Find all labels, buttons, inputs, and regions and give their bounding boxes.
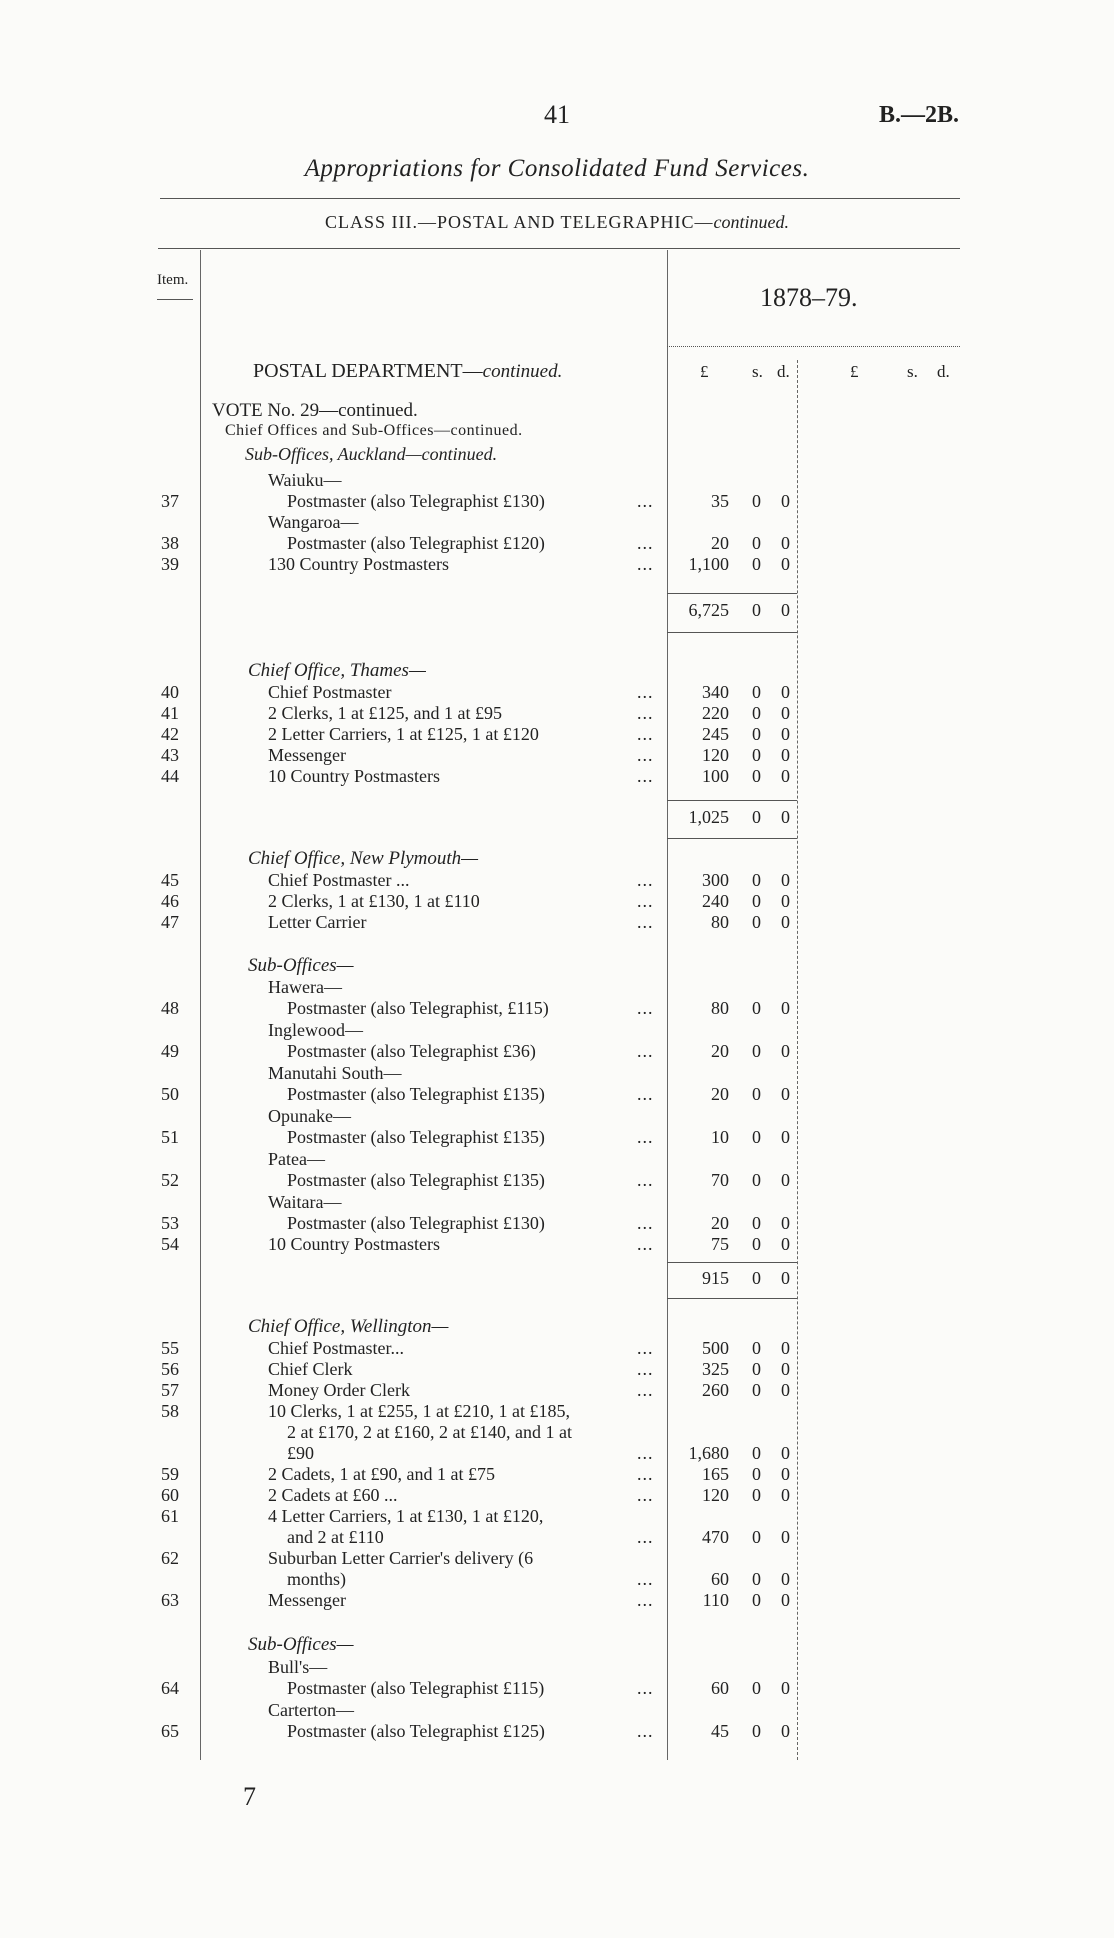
amount-shillings: 0 [752, 912, 761, 932]
amount-pounds: 35 [711, 491, 729, 511]
table-row [0, 1485, 1114, 1507]
suboffices-heading: Sub-Offices, Auckland—continued. [245, 444, 498, 464]
total-shillings: 0 [752, 1268, 761, 1288]
item-number: 65 [161, 1721, 179, 1741]
page-title: Appropriations for Consolidated Fund Services. [304, 155, 810, 182]
item-number: 47 [161, 912, 179, 932]
amount-pounds: 165 [702, 1464, 729, 1484]
amount-shillings: 0 [752, 1464, 761, 1484]
amount-shillings: 0 [752, 1678, 761, 1698]
table-row [0, 1401, 1114, 1423]
amount-pence: 0 [781, 1721, 790, 1741]
item-description: Postmaster (also Telegraphist £125) [287, 1721, 545, 1741]
table-row [0, 470, 1114, 492]
amount-pence: 0 [781, 912, 790, 932]
table-row [0, 1700, 1114, 1722]
table-row [0, 766, 1114, 788]
table-row [0, 1041, 1114, 1063]
table-row [0, 1063, 1114, 1085]
amount-pence: 0 [781, 491, 790, 511]
pence-column-header: d. [777, 362, 790, 381]
table-row [0, 998, 1114, 1020]
total-pence: 0 [781, 600, 790, 620]
total-shillings: 0 [752, 807, 761, 827]
total-rule [667, 838, 797, 839]
page-number: 41 [544, 100, 570, 129]
item-description: Hawera— [268, 977, 342, 997]
shillings-column-header: s. [752, 362, 763, 381]
amount-pence: 0 [781, 724, 790, 744]
amount-shillings: 0 [752, 1234, 761, 1254]
amount-shillings: 0 [752, 1338, 761, 1358]
amount-pence: 0 [781, 998, 790, 1018]
item-description: Postmaster (also Telegraphist, £115) [287, 998, 549, 1018]
section-heading: Chief Office, Wellington— [248, 1316, 449, 1337]
table-row [0, 491, 1114, 513]
item-description: Postmaster (also Telegraphist £135) [287, 1170, 545, 1190]
item-number: 48 [161, 998, 179, 1018]
amount-pence: 0 [781, 1084, 790, 1104]
table-row [0, 1590, 1114, 1612]
amount-pounds: 60 [711, 1569, 729, 1589]
item-description: Postmaster (also Telegraphist £135) [287, 1127, 545, 1147]
table-row [0, 1170, 1114, 1192]
amount-pence: 0 [781, 1359, 790, 1379]
item-number: 63 [161, 1590, 179, 1610]
amount-pounds: 470 [702, 1527, 729, 1547]
table-row [0, 1527, 1114, 1549]
year-heading: 1878–79. [760, 283, 858, 312]
amount-pounds: 100 [702, 766, 729, 786]
year-underline [667, 346, 960, 347]
amount-shillings: 0 [752, 533, 761, 553]
amount-pounds: 120 [702, 745, 729, 765]
leader-dots: ... [637, 1569, 654, 1589]
table-row [0, 1192, 1114, 1214]
item-description: Bull's— [268, 1657, 328, 1677]
item-description: 130 Country Postmasters [268, 554, 450, 574]
total-rule [667, 632, 797, 633]
table-row [0, 1657, 1114, 1679]
leader-dots: ... [637, 1464, 654, 1484]
amount-pounds: 110 [702, 1590, 729, 1610]
signature-mark: 7 [243, 1782, 256, 1811]
leader-dots: ... [637, 1678, 654, 1698]
total-rule [667, 800, 797, 801]
item-description: Waiuku— [268, 470, 342, 490]
amount-pounds: 20 [711, 1213, 729, 1233]
total-rule [667, 593, 797, 594]
amount-shillings: 0 [752, 998, 761, 1018]
item-number: 40 [161, 682, 179, 702]
item-description: £90 [287, 1443, 314, 1463]
amount-pounds: 325 [702, 1359, 729, 1379]
table-row [0, 533, 1114, 555]
table-row [0, 891, 1114, 913]
table-row [0, 1149, 1114, 1171]
item-description: 10 Country Postmasters [268, 766, 441, 786]
class-heading-text: CLASS III.—POSTAL AND TELEGRAPHIC— [324, 212, 714, 232]
leader-dots: ... [637, 1590, 654, 1610]
amount-pounds: 340 [702, 682, 729, 702]
item-description: Wangaroa— [268, 512, 359, 532]
table-row [0, 1106, 1114, 1128]
amount-shillings: 0 [752, 491, 761, 511]
amount-shillings: 0 [752, 1527, 761, 1547]
amount-shillings: 0 [752, 891, 761, 911]
offices-heading: Chief Offices and Sub-Offices—continued. [225, 422, 523, 439]
item-description: 2 Clerks, 1 at £125, and 1 at £95 [268, 703, 502, 723]
leader-dots: ... [637, 1127, 654, 1147]
total-shillings: 0 [752, 600, 761, 620]
table-row [0, 870, 1114, 892]
amount-pence: 0 [781, 1338, 790, 1358]
amount-pence: 0 [781, 745, 790, 765]
item-description: Suburban Letter Carrier's delivery (6 [268, 1548, 534, 1568]
amount-pence: 0 [781, 1170, 790, 1190]
table-row [0, 1084, 1114, 1106]
amount-pounds: 60 [711, 1678, 729, 1698]
leader-dots: ... [637, 998, 654, 1018]
amount-pounds: 75 [711, 1234, 729, 1254]
section-heading: Sub-Offices— [248, 955, 354, 976]
item-number: 43 [161, 745, 179, 765]
table-row [0, 1569, 1114, 1591]
item-number: 53 [161, 1213, 179, 1233]
leader-dots: ... [637, 1170, 654, 1190]
item-description: Patea— [268, 1149, 325, 1169]
amount-pence: 0 [781, 891, 790, 911]
leader-dots: ... [637, 1443, 654, 1463]
amount-shillings: 0 [752, 1213, 761, 1233]
item-number: 57 [161, 1380, 179, 1400]
amount-shillings: 0 [752, 1485, 761, 1505]
leader-dots: ... [637, 1338, 654, 1358]
leader-dots: ... [637, 870, 654, 890]
table-row [0, 1338, 1114, 1360]
total-pounds: 1,025 [688, 807, 729, 827]
item-description: 2 Letter Carriers, 1 at £125, 1 at £120 [268, 724, 539, 744]
amount-pence: 0 [781, 766, 790, 786]
leader-dots: ... [637, 1527, 654, 1547]
amount-pounds: 20 [711, 533, 729, 553]
item-description: Postmaster (also Telegraphist £36) [287, 1041, 536, 1061]
item-description: Letter Carrier [268, 912, 367, 932]
item-number: 42 [161, 724, 179, 744]
item-description: Postmaster (also Telegraphist £115) [287, 1678, 545, 1698]
amount-pence: 0 [781, 703, 790, 723]
amount-shillings: 0 [752, 724, 761, 744]
item-column-header: Item. [157, 272, 189, 288]
item-description: Money Order Clerk [268, 1380, 410, 1400]
amount-pence: 0 [781, 870, 790, 890]
amount-pence: 0 [781, 533, 790, 553]
leader-dots: ... [637, 1359, 654, 1379]
amount-pounds: 80 [711, 912, 729, 932]
section-heading: Chief Office, New Plymouth— [248, 848, 479, 869]
item-description: Chief Postmaster... [268, 1338, 404, 1358]
item-number: 54 [161, 1234, 179, 1254]
amount-shillings: 0 [752, 703, 761, 723]
table-row [0, 1678, 1114, 1700]
amount-pounds: 500 [702, 1338, 729, 1358]
table-row [0, 1020, 1114, 1042]
item-description: Chief Clerk [268, 1359, 353, 1379]
amount-pence: 0 [781, 1569, 790, 1589]
table-row [0, 682, 1114, 704]
item-description: Postmaster (also Telegraphist £135) [287, 1084, 545, 1104]
amount-pence: 0 [781, 682, 790, 702]
leader-dots: ... [637, 912, 654, 932]
amount-pounds: 1,100 [688, 554, 729, 574]
document-reference: B.—2B. [878, 102, 959, 128]
table-row [0, 554, 1114, 576]
item-description: Waitara— [268, 1192, 342, 1212]
table-row [0, 512, 1114, 534]
item-number: 38 [161, 533, 179, 553]
item-description: Postmaster (also Telegraphist £120) [287, 533, 545, 553]
item-description: months) [287, 1569, 347, 1589]
item-number: 41 [161, 703, 179, 723]
item-number: 56 [161, 1359, 179, 1379]
amount-shillings: 0 [752, 745, 761, 765]
amount-shillings: 0 [752, 1443, 761, 1463]
item-description: Inglewood— [268, 1020, 363, 1040]
total-pounds: 6,725 [688, 600, 729, 620]
class-heading-suffix: continued. [713, 212, 790, 232]
leader-dots: ... [637, 1041, 654, 1061]
item-description: 2 at £170, 2 at £160, 2 at £140, and 1 at [287, 1422, 572, 1442]
table-row [0, 1422, 1114, 1444]
total-pounds: 915 [702, 1268, 729, 1288]
amount-pence: 0 [781, 1041, 790, 1061]
total-rule [667, 1298, 797, 1299]
table-row [0, 1506, 1114, 1528]
amount-pounds: 240 [702, 891, 729, 911]
item-number: 46 [161, 891, 179, 911]
amount-pence: 0 [781, 1127, 790, 1147]
item-description: 2 Cadets at £60 ... [268, 1485, 398, 1505]
item-number: 44 [161, 766, 179, 786]
item-description: 2 Cadets, 1 at £90, and 1 at £75 [268, 1464, 495, 1484]
table-row [0, 1443, 1114, 1465]
item-number: 55 [161, 1338, 179, 1358]
item-number: 59 [161, 1464, 179, 1484]
leader-dots: ... [637, 1721, 654, 1741]
leader-dots: ... [637, 1485, 654, 1505]
leader-dots: ... [637, 1234, 654, 1254]
table-row [0, 1721, 1114, 1743]
amount-shillings: 0 [752, 1359, 761, 1379]
item-number: 60 [161, 1485, 179, 1505]
leader-dots: ... [637, 1380, 654, 1400]
item-number: 39 [161, 554, 179, 574]
leader-dots: ... [637, 491, 654, 511]
item-number: 45 [161, 870, 179, 890]
item-description: and 2 at £110 [287, 1527, 384, 1547]
item-number: 49 [161, 1041, 179, 1061]
leader-dots: ... [637, 703, 654, 723]
section-heading: Chief Office, Thames— [248, 660, 426, 681]
amount-pounds: 260 [702, 1380, 729, 1400]
item-description: Carterton— [268, 1700, 354, 1720]
amount-pounds: 220 [702, 703, 729, 723]
department-heading-suffix: continued. [482, 361, 563, 382]
section-heading: Sub-Offices— [248, 1634, 354, 1655]
leader-dots: ... [637, 682, 654, 702]
total-pence: 0 [781, 1268, 790, 1288]
leader-dots: ... [637, 745, 654, 765]
table-row [0, 724, 1114, 746]
amount-pence: 0 [781, 554, 790, 574]
item-description: 2 Clerks, 1 at £130, 1 at £110 [268, 891, 480, 911]
item-description: Manutahi South— [268, 1063, 402, 1083]
item-description: Postmaster (also Telegraphist £130) [287, 1213, 545, 1233]
table-row [0, 1464, 1114, 1486]
item-number: 61 [161, 1506, 179, 1526]
amount-pence: 0 [781, 1213, 790, 1233]
item-number: 37 [161, 491, 179, 511]
shillings-column-header-2: s. [907, 362, 918, 381]
table-row [0, 1548, 1114, 1570]
table-row [0, 912, 1114, 934]
pounds-column-header: £ [700, 362, 709, 381]
amount-shillings: 0 [752, 1380, 761, 1400]
leader-dots: ... [637, 1213, 654, 1233]
amount-pounds: 20 [711, 1084, 729, 1104]
table-top-rule [158, 248, 960, 249]
item-description: 10 Country Postmasters [268, 1234, 441, 1254]
amount-pence: 0 [781, 1485, 790, 1505]
leader-dots: ... [637, 554, 654, 574]
amount-pounds: 10 [711, 1127, 729, 1147]
item-number: 62 [161, 1548, 179, 1568]
item-number: 64 [161, 1678, 179, 1698]
amount-pounds: 45 [711, 1721, 729, 1741]
item-description: Chief Postmaster [268, 682, 392, 702]
leader-dots: ... [637, 533, 654, 553]
amount-pounds: 80 [711, 998, 729, 1018]
pence-column-header-2: d. [937, 362, 950, 381]
amount-shillings: 0 [752, 1569, 761, 1589]
table-row [0, 1127, 1114, 1149]
department-heading [253, 360, 562, 383]
amount-pence: 0 [781, 1380, 790, 1400]
table-row [0, 1234, 1114, 1256]
amount-pence: 0 [781, 1234, 790, 1254]
amount-pounds: 1,680 [688, 1443, 729, 1463]
pounds-column-header-2: £ [850, 362, 859, 381]
leader-dots: ... [637, 1084, 654, 1104]
item-description: Opunake— [268, 1106, 351, 1126]
amount-shillings: 0 [752, 1721, 761, 1741]
amount-pence: 0 [781, 1590, 790, 1610]
leader-dots: ... [637, 891, 654, 911]
amount-pounds: 245 [702, 724, 729, 744]
table-row [0, 745, 1114, 767]
title-rule [160, 198, 960, 199]
amount-shillings: 0 [752, 682, 761, 702]
leader-dots: ... [637, 766, 654, 786]
class-heading [0, 212, 1114, 233]
item-number: 50 [161, 1084, 179, 1104]
amount-shillings: 0 [752, 1170, 761, 1190]
item-header-underline [157, 299, 193, 300]
amount-shillings: 0 [752, 1127, 761, 1147]
table-row [0, 1359, 1114, 1381]
item-number: 58 [161, 1401, 179, 1421]
total-pence: 0 [781, 807, 790, 827]
amount-pence: 0 [781, 1464, 790, 1484]
item-number: 52 [161, 1170, 179, 1190]
amount-pounds: 70 [711, 1170, 729, 1190]
item-description: Chief Postmaster ... [268, 870, 410, 890]
item-description: Messenger [268, 1590, 346, 1610]
table-row [0, 1213, 1114, 1235]
leader-dots: ... [637, 724, 654, 744]
item-number: 51 [161, 1127, 179, 1147]
total-rule [667, 1262, 797, 1263]
amount-shillings: 0 [752, 1041, 761, 1061]
vote-heading: VOTE No. 29—continued. [212, 400, 418, 421]
amount-shillings: 0 [752, 554, 761, 574]
amount-pence: 0 [781, 1527, 790, 1547]
table-row [0, 1380, 1114, 1402]
amount-pounds: 20 [711, 1041, 729, 1061]
amount-pounds: 120 [702, 1485, 729, 1505]
item-description: Postmaster (also Telegraphist £130) [287, 491, 545, 511]
amount-pence: 0 [781, 1678, 790, 1698]
amount-shillings: 0 [752, 1084, 761, 1104]
amount-shillings: 0 [752, 766, 761, 786]
item-description: Messenger [268, 745, 346, 765]
item-description: 4 Letter Carriers, 1 at £130, 1 at £120, [268, 1506, 544, 1526]
amount-shillings: 0 [752, 870, 761, 890]
amount-pounds: 300 [702, 870, 729, 890]
table-row [0, 977, 1114, 999]
item-description: 10 Clerks, 1 at £255, 1 at £210, 1 at £185, [268, 1401, 570, 1421]
department-heading-text: POSTAL DEPARTMENT— [253, 360, 483, 382]
amount-pence: 0 [781, 1443, 790, 1463]
amount-shillings: 0 [752, 1590, 761, 1610]
table-row [0, 703, 1114, 725]
